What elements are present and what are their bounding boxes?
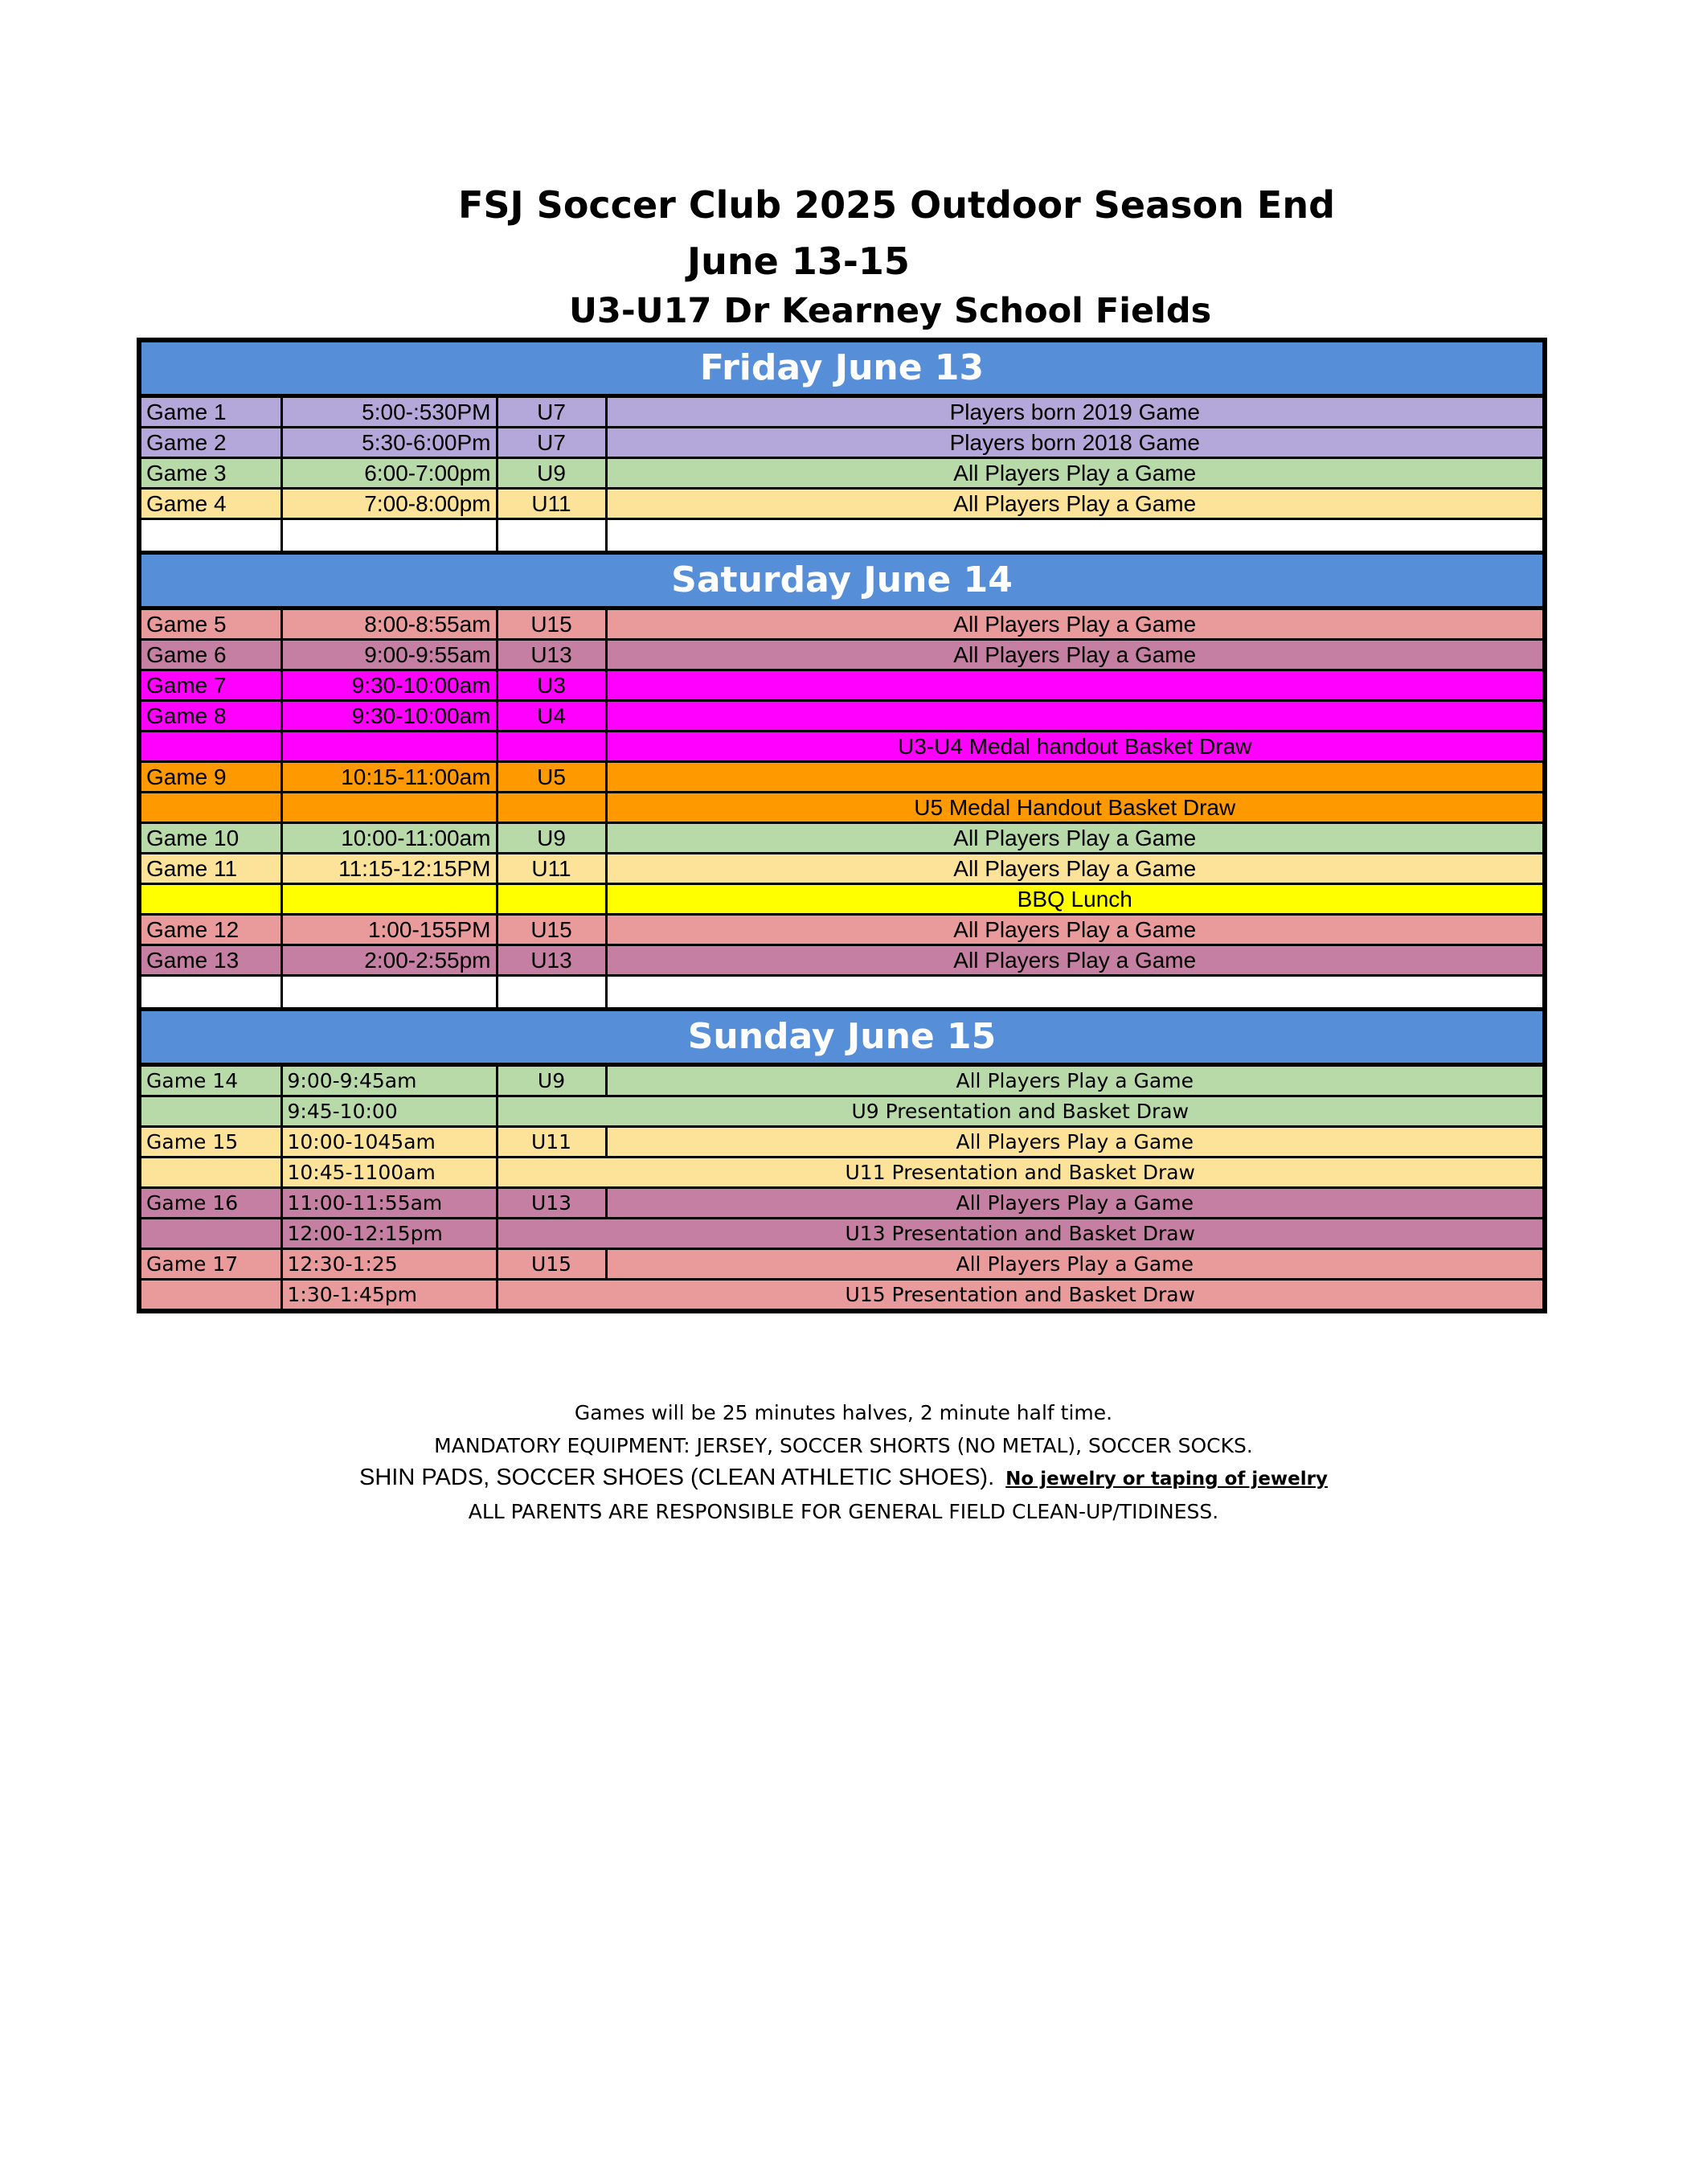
day-header-sunday <box>139 1010 1545 1065</box>
game-description: All Players Play a Game <box>606 640 1545 670</box>
event-location: U3-U17 Dr Kearney School Fields <box>569 291 1212 331</box>
day-header-friday <box>139 340 1545 396</box>
schedule-row <box>139 670 1545 701</box>
game-time <box>281 793 497 823</box>
game-description: All Players Play a Game <box>606 458 1545 489</box>
game-number: Game 15 <box>139 1127 281 1158</box>
schedule-row <box>139 945 1545 976</box>
game-time: 9:00-9:55am <box>281 640 497 670</box>
schedule-row <box>139 489 1545 519</box>
game-number <box>139 793 281 823</box>
game-number: Game 3 <box>139 458 281 489</box>
game-time: 9:00-9:45am <box>281 1065 497 1096</box>
age-group: U13 <box>497 640 606 670</box>
game-number: Game 1 <box>139 396 281 428</box>
age-group: U15 <box>497 915 606 945</box>
age-group <box>497 731 606 762</box>
game-number: Game 11 <box>139 854 281 884</box>
game-time: 10:15-11:00am <box>281 762 497 793</box>
age-group: U7 <box>497 428 606 458</box>
schedule-row <box>139 1188 1545 1219</box>
game-description: U13 Presentation and Basket Draw <box>497 1219 1545 1249</box>
age-group <box>497 793 606 823</box>
day-header-saturday <box>139 553 1545 608</box>
schedule-row <box>139 1127 1545 1158</box>
game-description: All Players Play a Game <box>606 1249 1545 1280</box>
note-jewelry-warning: No jewelry or taping of jewelry <box>1005 1469 1328 1489</box>
game-description: All Players Play a Game <box>606 1188 1545 1219</box>
game-number <box>139 1158 281 1188</box>
age-group: U9 <box>497 458 606 489</box>
age-group: U7 <box>497 396 606 428</box>
schedule-row <box>139 1096 1545 1127</box>
game-time: 10:45-1100am <box>281 1158 497 1188</box>
game-time: 11:00-11:55am <box>281 1188 497 1219</box>
game-number <box>139 884 281 915</box>
game-time: 1:00-155PM <box>281 915 497 945</box>
game-time: 9:30-10:00am <box>281 670 497 701</box>
schedule-row <box>139 458 1545 489</box>
blank-cell <box>281 519 497 553</box>
game-time: 1:30-1:45pm <box>281 1280 497 1312</box>
game-number <box>139 731 281 762</box>
game-time: 12:30-1:25 <box>281 1249 497 1280</box>
blank-cell <box>139 519 281 553</box>
game-number: Game 4 <box>139 489 281 519</box>
game-description: All Players Play a Game <box>606 1065 1545 1096</box>
blank-row-friday <box>139 519 1545 553</box>
age-group: U5 <box>497 762 606 793</box>
age-group: U9 <box>497 1065 606 1096</box>
game-description: U15 Presentation and Basket Draw <box>497 1280 1545 1312</box>
game-description <box>606 762 1545 793</box>
game-number <box>139 1096 281 1127</box>
schedule-row <box>139 762 1545 793</box>
game-description: U11 Presentation and Basket Draw <box>497 1158 1545 1188</box>
blank-cell <box>497 976 606 1010</box>
age-group: U4 <box>497 701 606 731</box>
age-group: U11 <box>497 854 606 884</box>
age-group: U13 <box>497 945 606 976</box>
age-group: U15 <box>497 1249 606 1280</box>
game-description: All Players Play a Game <box>606 854 1545 884</box>
schedule-table <box>137 338 1547 1313</box>
game-number: Game 2 <box>139 428 281 458</box>
game-description: All Players Play a Game <box>606 915 1545 945</box>
blank-cell <box>139 976 281 1010</box>
game-number: Game 7 <box>139 670 281 701</box>
day-heading: Saturday June 14 <box>139 553 1545 608</box>
blank-cell <box>606 519 1545 553</box>
game-description <box>606 670 1545 701</box>
game-time: 9:30-10:00am <box>281 701 497 731</box>
schedule-row <box>139 1219 1545 1249</box>
game-time: 2:00-2:55pm <box>281 945 497 976</box>
schedule-row <box>139 1065 1545 1096</box>
event-dates: June 13-15 <box>687 240 910 283</box>
game-description: All Players Play a Game <box>606 608 1545 640</box>
game-number: Game 14 <box>139 1065 281 1096</box>
game-number: Game 9 <box>139 762 281 793</box>
blank-cell <box>497 519 606 553</box>
blank-cell <box>281 976 497 1010</box>
schedule-row <box>139 915 1545 945</box>
schedule-row <box>139 608 1545 640</box>
game-description: Players born 2018 Game <box>606 428 1545 458</box>
age-group: U9 <box>497 823 606 854</box>
game-time <box>281 884 497 915</box>
game-number: Game 13 <box>139 945 281 976</box>
schedule-row <box>139 640 1545 670</box>
game-number: Game 17 <box>139 1249 281 1280</box>
age-group: U11 <box>497 489 606 519</box>
schedule-row <box>139 1280 1545 1312</box>
schedule-body <box>139 340 1545 1311</box>
note-shin-pads-text: SHIN PADS, SOCCER SHOES (CLEAN ATHLETIC SHOES). <box>359 1465 995 1490</box>
game-time: 9:45-10:00 <box>281 1096 497 1127</box>
age-group: U13 <box>497 1188 606 1219</box>
day-heading: Sunday June 15 <box>139 1010 1545 1065</box>
game-number: Game 10 <box>139 823 281 854</box>
schedule-row <box>139 1249 1545 1280</box>
game-description: All Players Play a Game <box>606 1127 1545 1158</box>
game-time: 10:00-11:00am <box>281 823 497 854</box>
game-description: Players born 2019 Game <box>606 396 1545 428</box>
schedule-row <box>139 854 1545 884</box>
game-description: U3-U4 Medal handout Basket Draw <box>606 731 1545 762</box>
schedule-row <box>139 884 1545 915</box>
game-number: Game 12 <box>139 915 281 945</box>
schedule-row <box>139 396 1545 428</box>
game-number <box>139 1219 281 1249</box>
game-description: All Players Play a Game <box>606 489 1545 519</box>
age-group: U15 <box>497 608 606 640</box>
game-description: All Players Play a Game <box>606 945 1545 976</box>
schedule-row <box>139 731 1545 762</box>
game-time: 6:00-7:00pm <box>281 458 497 489</box>
game-number: Game 6 <box>139 640 281 670</box>
schedule-row <box>139 823 1545 854</box>
game-time: 8:00-8:55am <box>281 608 497 640</box>
blank-cell <box>606 976 1545 1010</box>
schedule-row <box>139 701 1545 731</box>
schedule-row <box>139 428 1545 458</box>
age-group <box>497 884 606 915</box>
game-description: U9 Presentation and Basket Draw <box>497 1096 1545 1127</box>
game-description <box>606 701 1545 731</box>
game-time: 10:00-1045am <box>281 1127 497 1158</box>
document-title: FSJ Soccer Club 2025 Outdoor Season End <box>458 183 1335 227</box>
age-group: U11 <box>497 1127 606 1158</box>
game-number: Game 8 <box>139 701 281 731</box>
game-time: 12:00-12:15pm <box>281 1219 497 1249</box>
age-group: U3 <box>497 670 606 701</box>
game-time: 11:15-12:15PM <box>281 854 497 884</box>
note-shin-pads <box>0 1465 1687 1491</box>
game-number: Game 5 <box>139 608 281 640</box>
schedule-row <box>139 793 1545 823</box>
game-time: 7:00-8:00pm <box>281 489 497 519</box>
game-time: 5:00-:530PM <box>281 396 497 428</box>
schedule-row <box>139 1158 1545 1188</box>
game-description: All Players Play a Game <box>606 823 1545 854</box>
game-time: 5:30-6:00Pm <box>281 428 497 458</box>
blank-row-saturday <box>139 976 1545 1010</box>
game-description: U5 Medal Handout Basket Draw <box>606 793 1545 823</box>
game-description: BBQ Lunch <box>606 884 1545 915</box>
note-game-length: Games will be 25 minutes halves, 2 minute half time. <box>574 1401 1113 1424</box>
game-number <box>139 1280 281 1312</box>
note-mandatory-equipment: MANDATORY EQUIPMENT: JERSEY, SOCCER SHORTS (NO METAL), SOCCER SOCKS. <box>434 1434 1253 1457</box>
game-time <box>281 731 497 762</box>
note-parents-cleanup: ALL PARENTS ARE RESPONSIBLE FOR GENERAL FIELD CLEAN-UP/TIDINESS. <box>468 1500 1219 1523</box>
game-number: Game 16 <box>139 1188 281 1219</box>
day-heading: Friday June 13 <box>139 340 1545 396</box>
